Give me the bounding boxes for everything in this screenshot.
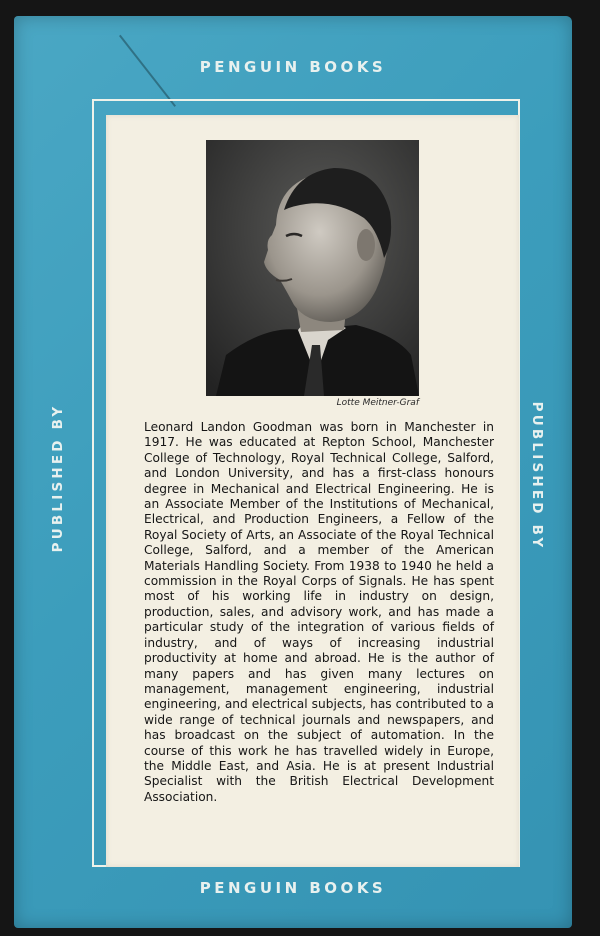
author-portrait-photo <box>206 140 419 396</box>
author-biography: Leonard Landon Goodman was born in Manchester in 1917. He was educated at Repton School, Manchester College of Technology, Royal Technical College, Salford, and London University, and has a first-class honours degree in Mechanical and Electrical Engineering. He is an Associate Member of the Institutions of Mechanical, Electrical, and Production Engineers, a Fellow of the Royal Society of Arts, an Associate of the Royal Technical College, Salford, and a member of the American Materials Handling Society. From 1938 to 1940 he held a commission in the Royal Corps of Signals. He has spent most of his working life in industry on design, production, sales, and advisory work, and has made a particular study of the integration of various fields of industry, and of ways of increasing industrial productivity at home and abroad. He is the author of many papers and has given many lectures on management, management engineering, industrial engineering, and electrical subjects, has contributed to a wide range of technical journals and newspapers, and has broadcast on the subject of automation. In the course of this work he has travelled widely in Europe, the Middle East, and Asia. He is at present Industrial Specialist with the British Electrical Development Association. <box>144 420 494 804</box>
spine-text-left: PUBLISHED BY <box>50 403 66 553</box>
publisher-header: PENGUIN BOOKS <box>199 58 387 76</box>
author-portrait-icon <box>206 140 419 396</box>
photo-credit: Lotte Meitner-Graf <box>336 398 419 408</box>
publisher-footer: PENGUIN BOOKS <box>199 879 387 897</box>
back-cover <box>14 16 572 928</box>
spine-text-right: PUBLISHED BY <box>529 401 545 551</box>
author-panel <box>106 115 519 867</box>
